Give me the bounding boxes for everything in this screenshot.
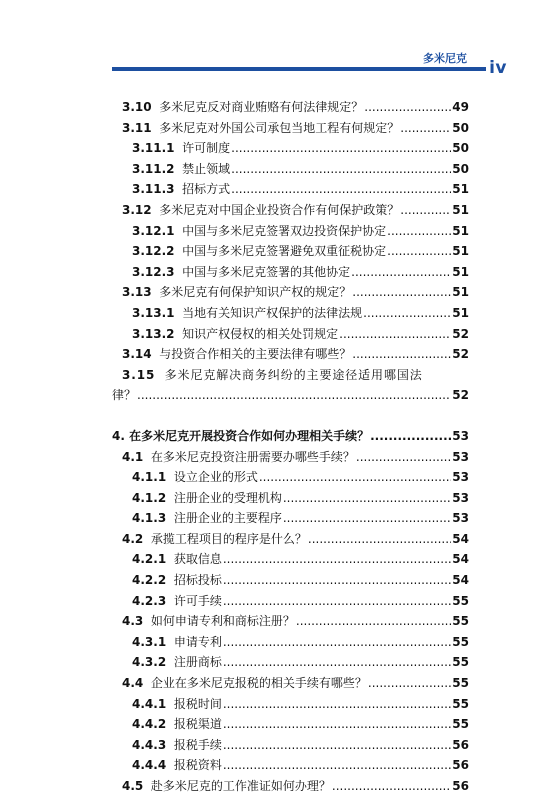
toc-entry-label <box>132 508 282 529</box>
toc-entry-number: 4.3 <box>122 614 144 629</box>
toc-entry-label <box>122 611 295 632</box>
toc-leader <box>231 179 451 200</box>
toc-leader <box>223 714 451 735</box>
toc-page-number: 54 <box>452 531 469 546</box>
toc-entry-number: 3.12.2 <box>132 244 175 259</box>
toc-page-number: 49 <box>452 100 469 114</box>
toc-page-number: 53 <box>452 428 469 443</box>
toc-entry-number: 3.12.3 <box>132 264 175 279</box>
toc-entry-number: 3.11.1 <box>132 141 175 156</box>
toc-page-number: 52 <box>452 326 469 341</box>
toc-entry-text: 多米尼克对中国企业投资合作有何保护政策？ <box>159 202 400 217</box>
toc-page-number: 54 <box>452 573 469 588</box>
toc-page-number: 53 <box>452 470 469 485</box>
toc-entry-number: 4.1 <box>122 449 144 464</box>
toc-page-number: 55 <box>452 593 469 608</box>
toc-entry[interactable] <box>112 776 469 797</box>
toc-entry-number: 3.10 <box>122 100 152 114</box>
toc-leader <box>364 97 451 118</box>
toc-entry-label <box>122 118 399 139</box>
toc-entry-number: 4.2.3 <box>132 593 167 608</box>
toc-entry-text: 报税渠道 <box>173 717 222 732</box>
toc-entry-label <box>122 776 331 797</box>
toc-page-number: 52 <box>452 347 469 362</box>
toc-entry-number: 3.12 <box>122 202 152 217</box>
toc-entry-text: 报税资料 <box>173 758 222 773</box>
toc-entry-label <box>132 570 222 591</box>
table-of-contents <box>112 97 469 797</box>
toc-entry[interactable] <box>112 426 469 447</box>
toc-entry-label <box>132 549 222 570</box>
toc-entry-text: 在多米尼克开展投资合作如何办理相关手续？ <box>129 428 370 443</box>
toc-entry-text: 设立企业的形式 <box>173 470 258 485</box>
toc-entry-number: 4.3.1 <box>132 634 167 649</box>
toc-entry-label <box>132 694 222 715</box>
toc-page-number: 56 <box>452 758 469 773</box>
toc-entry-number: 3.12.1 <box>132 223 175 238</box>
running-header-title: 多米尼克 <box>423 52 467 65</box>
toc-leader <box>283 488 451 509</box>
toc-leader <box>223 652 451 673</box>
toc-leader <box>351 262 451 283</box>
toc-leader <box>332 776 451 797</box>
page-number: iv <box>489 58 507 78</box>
toc-entry[interactable] <box>112 652 469 673</box>
toc-entry[interactable] <box>112 241 469 262</box>
toc-entry[interactable] <box>112 159 469 180</box>
toc-entry-text: 当地有关知识产权保护的法律法规 <box>182 305 363 320</box>
toc-entry-number: 4.4.3 <box>132 737 167 752</box>
toc-entry[interactable] <box>112 282 469 303</box>
toc-entry[interactable] <box>112 118 469 139</box>
toc-entry-label <box>122 673 367 694</box>
toc-entry[interactable] <box>112 303 469 324</box>
toc-entry-number: 4.2.2 <box>132 573 167 588</box>
toc-entry-text: 中国与多米尼克签署双边投资保护协定 <box>182 223 387 238</box>
toc-leader <box>223 549 451 570</box>
toc-entry-label <box>132 632 222 653</box>
toc-page-number: 56 <box>452 779 469 793</box>
toc-entry-3-15[interactable] <box>112 365 469 406</box>
toc-entry-number: 3.13.1 <box>132 305 175 320</box>
toc-page-number: 50 <box>452 161 469 176</box>
toc-entry-label <box>122 529 307 550</box>
toc-entry[interactable] <box>112 488 469 509</box>
toc-entry-3-15-line1: 3.15 多米尼克解决商务纠纷的主要途径适用哪国法 <box>122 367 423 382</box>
toc-entry-text: 注册企业的受理机构 <box>173 490 282 505</box>
toc-entry-label <box>132 221 386 242</box>
toc-entry-number: 3.11.2 <box>132 161 175 176</box>
toc-leader <box>352 344 451 365</box>
toc-entry-number: 4.4 <box>122 676 144 691</box>
toc-entry-text: 多米尼克反对商业贿赂有何法律规定？ <box>159 100 364 114</box>
toc-page-number: 55 <box>452 717 469 732</box>
toc-leader <box>223 694 451 715</box>
toc-entry-number: 3.13 <box>122 285 152 300</box>
toc-page-number: 51 <box>452 182 469 197</box>
toc-entry-number: 4.3.2 <box>132 655 167 670</box>
toc-entry-text: 多米尼克有何保护知识产权的规定？ <box>159 285 352 300</box>
toc-leader <box>352 282 451 303</box>
toc-entry-label <box>132 324 338 345</box>
toc-entry-label <box>122 200 399 221</box>
toc-entry-label <box>132 591 222 612</box>
toc-entry-label <box>132 159 230 180</box>
toc-page-number: 51 <box>452 202 469 217</box>
toc-entry[interactable] <box>112 591 469 612</box>
toc-entry-label <box>132 488 282 509</box>
toc-page-number: 53 <box>452 511 469 526</box>
toc-leader <box>400 118 451 139</box>
toc-entry[interactable] <box>112 344 469 365</box>
toc-entry-label <box>122 447 355 468</box>
toc-entry[interactable] <box>112 200 469 221</box>
toc-page-number: 54 <box>452 552 469 567</box>
toc-page-number: 55 <box>452 696 469 711</box>
toc-leader <box>223 591 451 612</box>
toc-entry-text: 禁止领域 <box>182 161 231 176</box>
toc-entry-number: 3.11.3 <box>132 182 175 197</box>
toc-entry-label <box>132 262 350 283</box>
toc-leader <box>223 735 451 756</box>
toc-page-number: 51 <box>452 223 469 238</box>
toc-entry-text: 多米尼克对外国公司承包当地工程有何规定？ <box>159 120 400 135</box>
toc-entry-text: 注册企业的主要程序 <box>173 511 282 526</box>
toc-entry-number: 4.4.2 <box>132 717 167 732</box>
toc-entry-text: 企业在多米尼克报税的相关手续有哪些？ <box>150 676 367 691</box>
toc-leader <box>368 673 451 694</box>
toc-entry-text: 知识产权侵权的相关处罚规定 <box>182 326 339 341</box>
toc-entry-number: 4.2.1 <box>132 552 167 567</box>
toc-page-number: 50 <box>452 120 469 135</box>
toc-leader <box>387 221 451 242</box>
toc-entry-text: 与投资合作相关的主要法律有哪些？ <box>159 347 352 362</box>
toc-section-3 <box>112 97 469 365</box>
toc-entry-text: 中国与多米尼克签署的其他协定 <box>182 264 351 279</box>
toc-entry[interactable] <box>112 673 469 694</box>
toc-entry-text: 招标投标 <box>173 573 222 588</box>
section-gap <box>112 406 469 426</box>
toc-entry[interactable] <box>112 755 469 776</box>
toc-leader <box>296 611 451 632</box>
toc-entry[interactable] <box>112 632 469 653</box>
toc-page-number: 55 <box>452 634 469 649</box>
toc-entry-number: 4.2 <box>122 531 144 546</box>
toc-entry-number: 4.5 <box>122 779 144 793</box>
toc-leader <box>231 159 451 180</box>
toc-leader <box>231 138 451 159</box>
toc-entry-label <box>132 714 222 735</box>
toc-entry-text: 赴多米尼克的工作准证如何办理？ <box>150 779 331 793</box>
toc-leader <box>223 570 451 591</box>
toc-page-number: 51 <box>452 305 469 320</box>
toc-entry[interactable] <box>112 138 469 159</box>
toc-entry[interactable] <box>112 179 469 200</box>
toc-entry[interactable] <box>112 529 469 550</box>
toc-entry-label <box>132 735 222 756</box>
toc-entry-text: 申请专利 <box>173 634 222 649</box>
toc-entry[interactable] <box>112 735 469 756</box>
toc-entry-label <box>132 303 362 324</box>
toc-leader <box>223 755 451 776</box>
toc-entry-label <box>132 652 222 673</box>
toc-entry-text: 报税手续 <box>173 737 222 752</box>
toc-page-number: 51 <box>452 264 469 279</box>
toc-entry-text: 在多米尼克投资注册需要办哪些手续？ <box>150 449 355 464</box>
toc-entry[interactable] <box>112 324 469 345</box>
toc-leader <box>356 447 451 468</box>
toc-leader <box>339 324 451 345</box>
toc-entry[interactable] <box>112 714 469 735</box>
toc-page-number: 56 <box>452 737 469 752</box>
toc-page-number: 51 <box>452 244 469 259</box>
toc-entry-number: 4.1.1 <box>132 470 167 485</box>
toc-page-number: 53 <box>452 490 469 505</box>
toc-entry[interactable] <box>112 467 469 488</box>
toc-entry-label <box>132 179 230 200</box>
toc-entry-3-15-line2: 律？ ..... 52 <box>112 385 469 406</box>
toc-entry-label <box>132 138 230 159</box>
toc-leader <box>387 241 451 262</box>
toc-page-number: 53 <box>452 449 469 464</box>
toc-entry[interactable] <box>112 508 469 529</box>
toc-entry-text: 许可手续 <box>173 593 222 608</box>
toc-entry-label <box>112 426 369 447</box>
toc-entry-number: 4.4.1 <box>132 696 167 711</box>
toc-leader <box>259 467 451 488</box>
toc-leader <box>223 632 451 653</box>
toc-page-number: 55 <box>452 655 469 670</box>
toc-entry-number: 4.1.3 <box>132 511 167 526</box>
toc-entry-number: 3.13.2 <box>132 326 175 341</box>
toc-entry-label <box>132 467 258 488</box>
toc-entry-number: 3.11 <box>122 120 152 135</box>
toc-leader <box>370 426 451 447</box>
toc-section-4 <box>112 426 469 797</box>
toc-entry-number: 4. <box>112 428 125 443</box>
toc-entry-label <box>122 282 351 303</box>
toc-entry[interactable] <box>112 549 469 570</box>
toc-entry[interactable] <box>112 447 469 468</box>
toc-entry-label <box>122 97 363 118</box>
toc-entry-text: 如何申请专利和商标注册？ <box>150 614 295 629</box>
toc-entry-number: 4.4.4 <box>132 758 167 773</box>
toc-entry-label <box>132 755 222 776</box>
toc-entry-label <box>132 241 386 262</box>
toc-leader <box>400 200 451 221</box>
toc-entry-number: 3.14 <box>122 347 152 362</box>
toc-entry-text: 注册商标 <box>173 655 222 670</box>
toc-entry[interactable] <box>112 611 469 632</box>
toc-entry-text: 承揽工程项目的程序是什么？ <box>150 531 307 546</box>
toc-entry-label <box>122 344 351 365</box>
toc-entry-text: 获取信息 <box>173 552 222 567</box>
toc-entry[interactable] <box>112 262 469 283</box>
toc-entry[interactable] <box>112 694 469 715</box>
toc-page-number: 55 <box>452 676 469 691</box>
toc-leader <box>363 303 451 324</box>
toc-entry-text: 许可制度 <box>182 141 231 156</box>
toc-leader <box>308 529 451 550</box>
toc-entry[interactable] <box>112 570 469 591</box>
toc-entry-text: 报税时间 <box>173 696 222 711</box>
toc-entry-number: 4.1.2 <box>132 490 167 505</box>
toc-entry[interactable] <box>112 221 469 242</box>
toc-entry-text: 中国与多米尼克签署避免双重征税协定 <box>182 244 387 259</box>
toc-page-number: 55 <box>452 614 469 629</box>
toc-leader <box>283 508 451 529</box>
toc-page-number: 52 <box>452 388 469 403</box>
toc-leader <box>137 385 451 406</box>
toc-page-number: 50 <box>452 141 469 156</box>
toc-entry-text: 招标方式 <box>182 182 231 197</box>
toc-page-number: 51 <box>452 285 469 300</box>
toc-entry[interactable] <box>112 97 469 118</box>
header-rule <box>112 67 486 71</box>
